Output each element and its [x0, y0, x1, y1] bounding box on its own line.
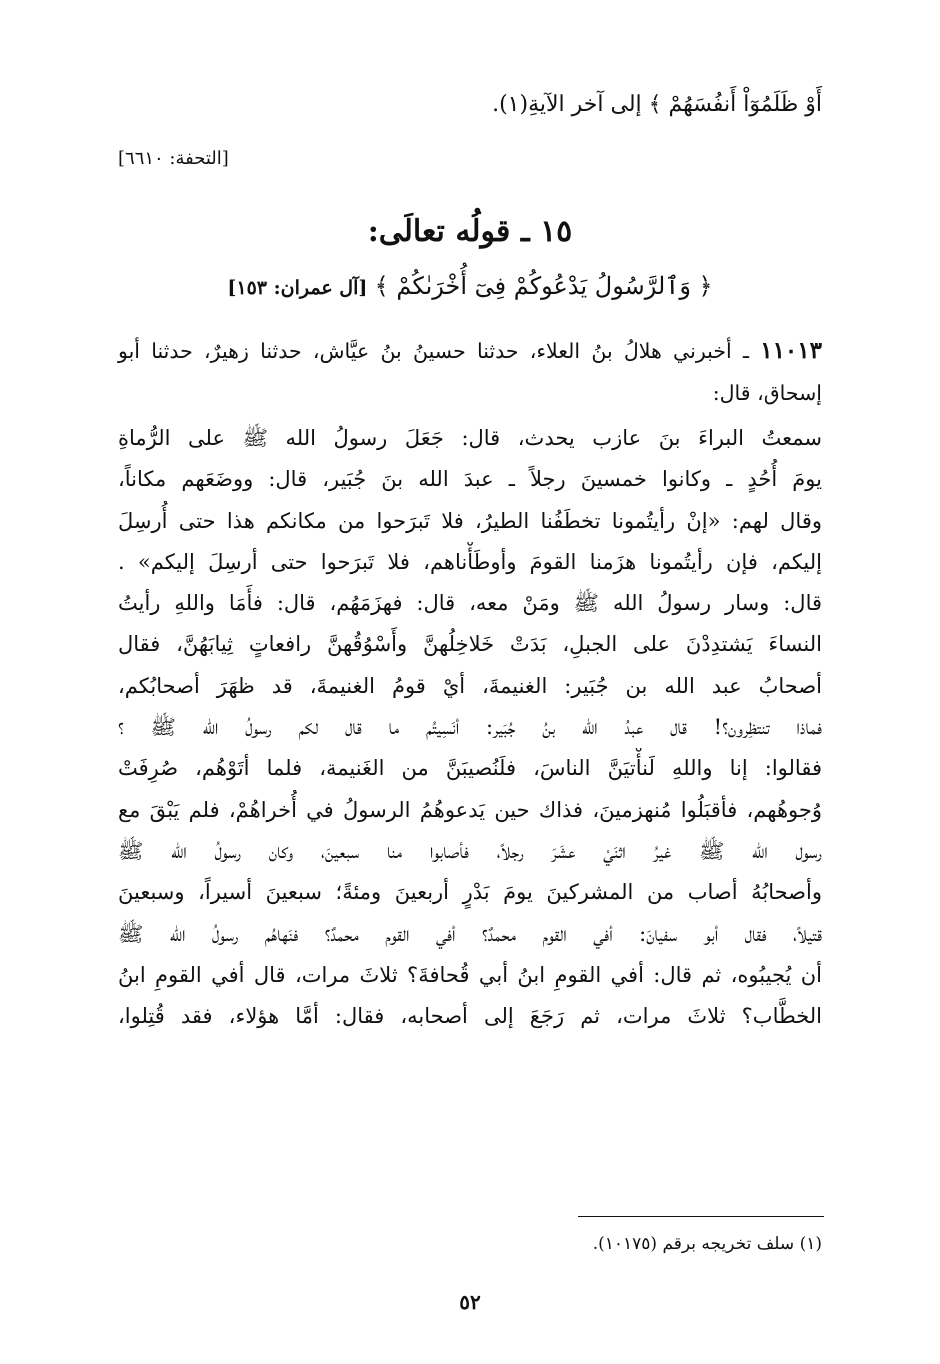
text-line: وقال لهم: «إنْ رأيتُمونا تخطَفُنا الطيرُ، فلا تَبرَحوا من مكانكم هذا حتى أُرسِلَ: [118, 508, 822, 533]
hadith-text: [118, 418, 822, 1037]
text-line: فقالوا: إنا واللهِ لَنأْتيَنَّ الناسَ، فلَنُصيبَنَّ من الغَنيمة، فلما أتَوْهُم، صُرِفَتْ: [118, 756, 822, 781]
text-line: قال: وسار رسولُ الله ﷺ ومَنْ معه، قال: فهزَمَهُم، قال: فأَمَا واللهِ رأيتُ: [118, 591, 822, 616]
text-line: إليكم، فإن رأيتُمونا هزَمنا القومَ وأوطَأْناهم، فلا تَبرَحوا حتى أرسِلَ إليكم» .: [118, 549, 822, 574]
hadith-chain: [118, 330, 822, 414]
quran-verse-line: [118, 272, 822, 300]
page-number: ٥٢: [459, 1290, 481, 1314]
text-line: رسول الله ﷺ غيرُ اثنَيْ عشَرَ رجلاً، فأصابوا منا سبعينَ، وكان رسولُ الله ﷺ: [118, 838, 822, 863]
footnote-divider: [578, 1216, 824, 1217]
text-line: أن يُجيبُوه، ثم قال: أفي القومِ ابنُ أبي قُحافةَ؟ ثلاثَ مرات، قال أفي القومِ ابنُ: [118, 962, 822, 987]
text-line: فماذا تنتظِرون؟! قال عبدُ الله بنُ جُبَير: أنَسِيتُم ما قال لكم رسولُ الله ﷺ ؟: [118, 715, 822, 740]
text-line: سمعتُ البراءَ بنَ عازب يحدث، قال: جَعَلَ رسولُ الله ﷺ على الرُّماةِ: [118, 426, 822, 450]
text-line: الخطَّاب؟ ثلاثَ مرات، ثم رَجَعَ إلى أصحابه، فقال: أمَّا هؤلاء، فقد قُتِلوا،: [118, 1004, 822, 1029]
hadith-number: ١١٠١٣: [760, 337, 822, 364]
text-line: أصحابُ عبد الله بن جُبَير: الغنيمةَ، أيْ قومُ الغنيمةَ، قد ظهَرَ أصحابُكم،: [118, 673, 822, 698]
hadith-isnad: ـ أخبرني هلالُ بنُ العلاء، حدثنا حسينُ بنُ عيَّاش، حدثنا زهيرٌ، حدثنا أبو إسحاق، قال:: [118, 339, 822, 405]
footnote: (١) سلف تخريجه برقم (١٠١٧٥).: [592, 1234, 822, 1254]
section-heading: ١٥ ـ قولُه تعالَى:: [367, 214, 573, 249]
text-line: يومَ أُحُدٍ ـ وكانوا خمسينَ رجلاً ـ عبدَ الله بنَ جُبَير، قال: ووضَعَهم مكاناً،: [118, 467, 822, 492]
verse-source: [آل عمران: ١٥٣]: [227, 277, 368, 299]
text-line: وأصحابُهُ أصاب من المشركينَ يومَ بَدْرٍ أربعينَ ومئةً؛ سبعينَ أسيراً، وسبعينَ: [118, 880, 822, 905]
quran-verse-text: ﴿ وَٱلرَّسُولُ يَدْعُوكُمْ فِىٓ أُخْرَىٰكُمْ ﴾: [374, 272, 713, 300]
tuhfa-reference: [التحفة: ٦٦١٠]: [118, 148, 229, 169]
text-line: وُجوهُهم، فأقبَلُوا مُنهزمينَ، فذاك حين يَدعوهُمُ الرسولُ في أُخراهُمْ، فلم يَبْقَ مع: [118, 797, 822, 822]
quran-continuation-line: أَوْ ظَلَمُوٓاْ أَنفُسَهُمْ ﴾ إلى آخر الآيةِ(١).: [492, 92, 822, 117]
text-line: النساءَ يَشتدِدْنَ على الجبلِ، بَدَتْ خَلاخِلُهنَّ وأَسْوُقُهنَّ رافعاتٍ ثِيابَهُنَّ، فقال: [118, 632, 822, 657]
text-line: قتيلاً، فقال أبو سفيانَ: أفي القوم محمدٌ؟ أفي القوم محمدٌ؟ فنَهاهُم رسولُ الله ﷺ: [118, 921, 822, 946]
